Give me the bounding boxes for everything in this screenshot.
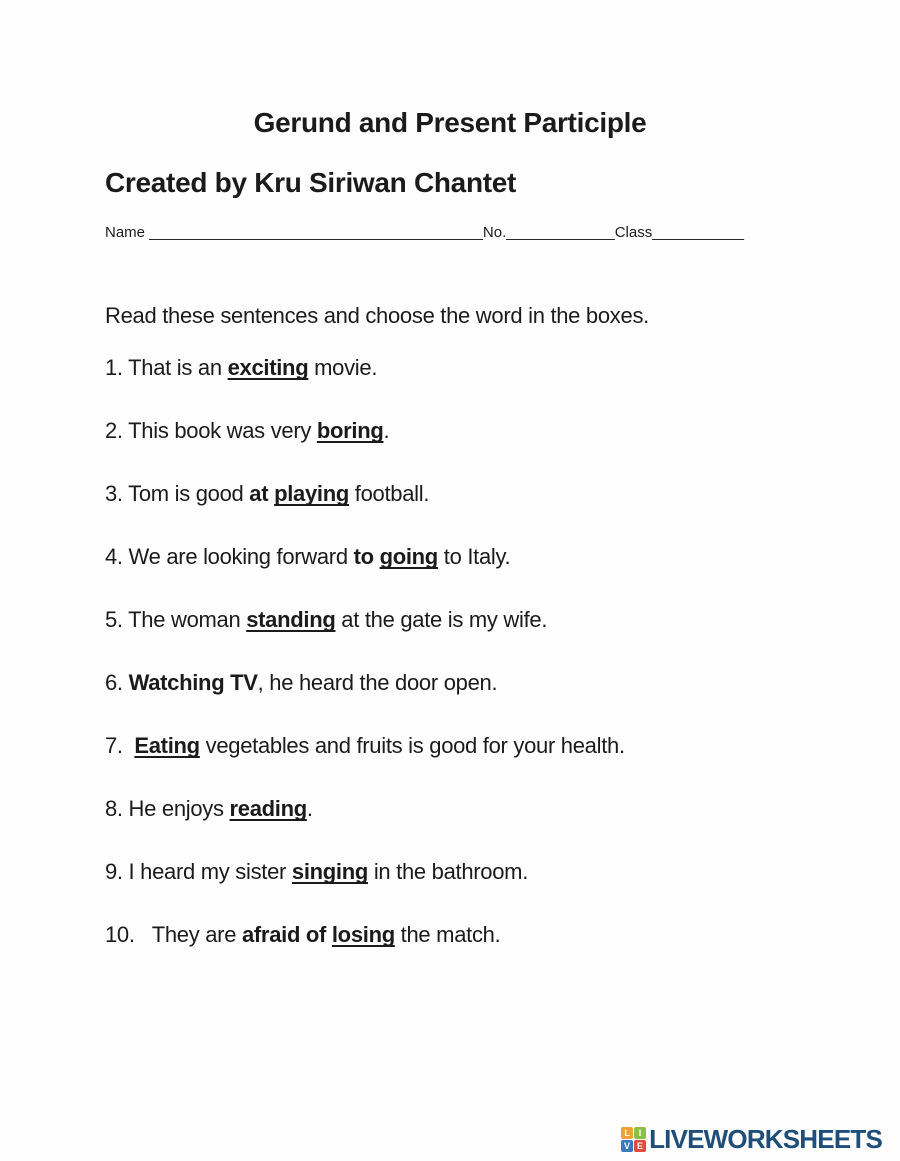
logo-letter-v: V [621,1140,633,1152]
page-title: Gerund and Present Participle [253,107,647,138]
sentence [105,669,860,732]
bold-text: at [249,481,269,506]
logo-letter-l: L [621,1127,633,1139]
sentence-text: 9. I heard my sister [105,859,292,884]
answer-word[interactable]: losing [331,922,395,947]
answer-word[interactable]: standing [246,607,336,632]
class-label: Class [614,224,653,241]
sentence-text: 8. He enjoys [105,796,230,821]
sentence-text: 6. [105,670,129,695]
sentence [105,480,860,543]
liveworksheets-brand-text: LIVEWORKSHEETS [649,1124,882,1154]
sentence [105,606,860,669]
no-label: No. [482,224,507,241]
sentence-text: in the bathroom. [368,859,529,884]
answer-word[interactable]: reading [229,796,307,821]
sentence [105,858,860,921]
liveworksheets-logo-icon [621,1127,646,1152]
sentence-text: at the gate is my wife. [335,607,548,632]
sentence [105,795,860,858]
author-line: Created by Kru Siriwan Chantet [105,167,517,198]
sentence-text: movie. [308,355,378,380]
sentence-text: 3. Tom is good [105,481,250,506]
sentence-text: , he heard the door open. [257,670,498,695]
no-blank-field[interactable]: _____________ [506,224,615,241]
liveworksheets-logo[interactable] [621,1124,882,1155]
answer-word[interactable]: Eating [134,733,200,758]
sentence-text: the match. [394,922,501,947]
sentence-text: 4. We are looking forward [105,544,354,569]
sentence-text: 5. The woman [105,607,247,632]
sentence-text: . [383,418,390,443]
bold-text: Watching TV [128,670,258,695]
sentence-text: 2. This book was very [105,418,317,443]
class-blank-field[interactable]: ___________ [652,224,744,241]
sentence-list [105,354,860,984]
logo-letter-i: I [634,1127,646,1139]
sentence [105,921,860,984]
sentence-text: vegetables and fruits is good for your health. [199,733,625,758]
sentence-text: to Italy. [437,544,511,569]
name-label: Name [105,224,150,241]
answer-word[interactable]: singing [291,859,369,884]
sentence [105,543,860,606]
answer-word[interactable]: going [379,544,438,569]
sentence-text: 10. They are [105,922,242,947]
sentence-text: 1. That is an [105,355,228,380]
answer-word[interactable]: exciting [227,355,309,380]
logo-letter-e: E [634,1140,646,1152]
answer-word[interactable]: boring [316,418,384,443]
sentence [105,732,860,795]
name-blank-field[interactable]: ________________________________________ [149,224,483,241]
sentence-text: . [306,796,313,821]
sentence [105,417,860,480]
bold-text: afraid of [241,922,327,947]
bold-text: to [353,544,374,569]
name-line [105,224,840,241]
sentence-text: football. [349,481,430,506]
instruction-text: Read these sentences and choose the word in the boxes. [105,303,649,328]
sentence-text: 7. [105,733,135,758]
answer-word[interactable]: playing [274,481,349,506]
sentence [105,354,860,417]
